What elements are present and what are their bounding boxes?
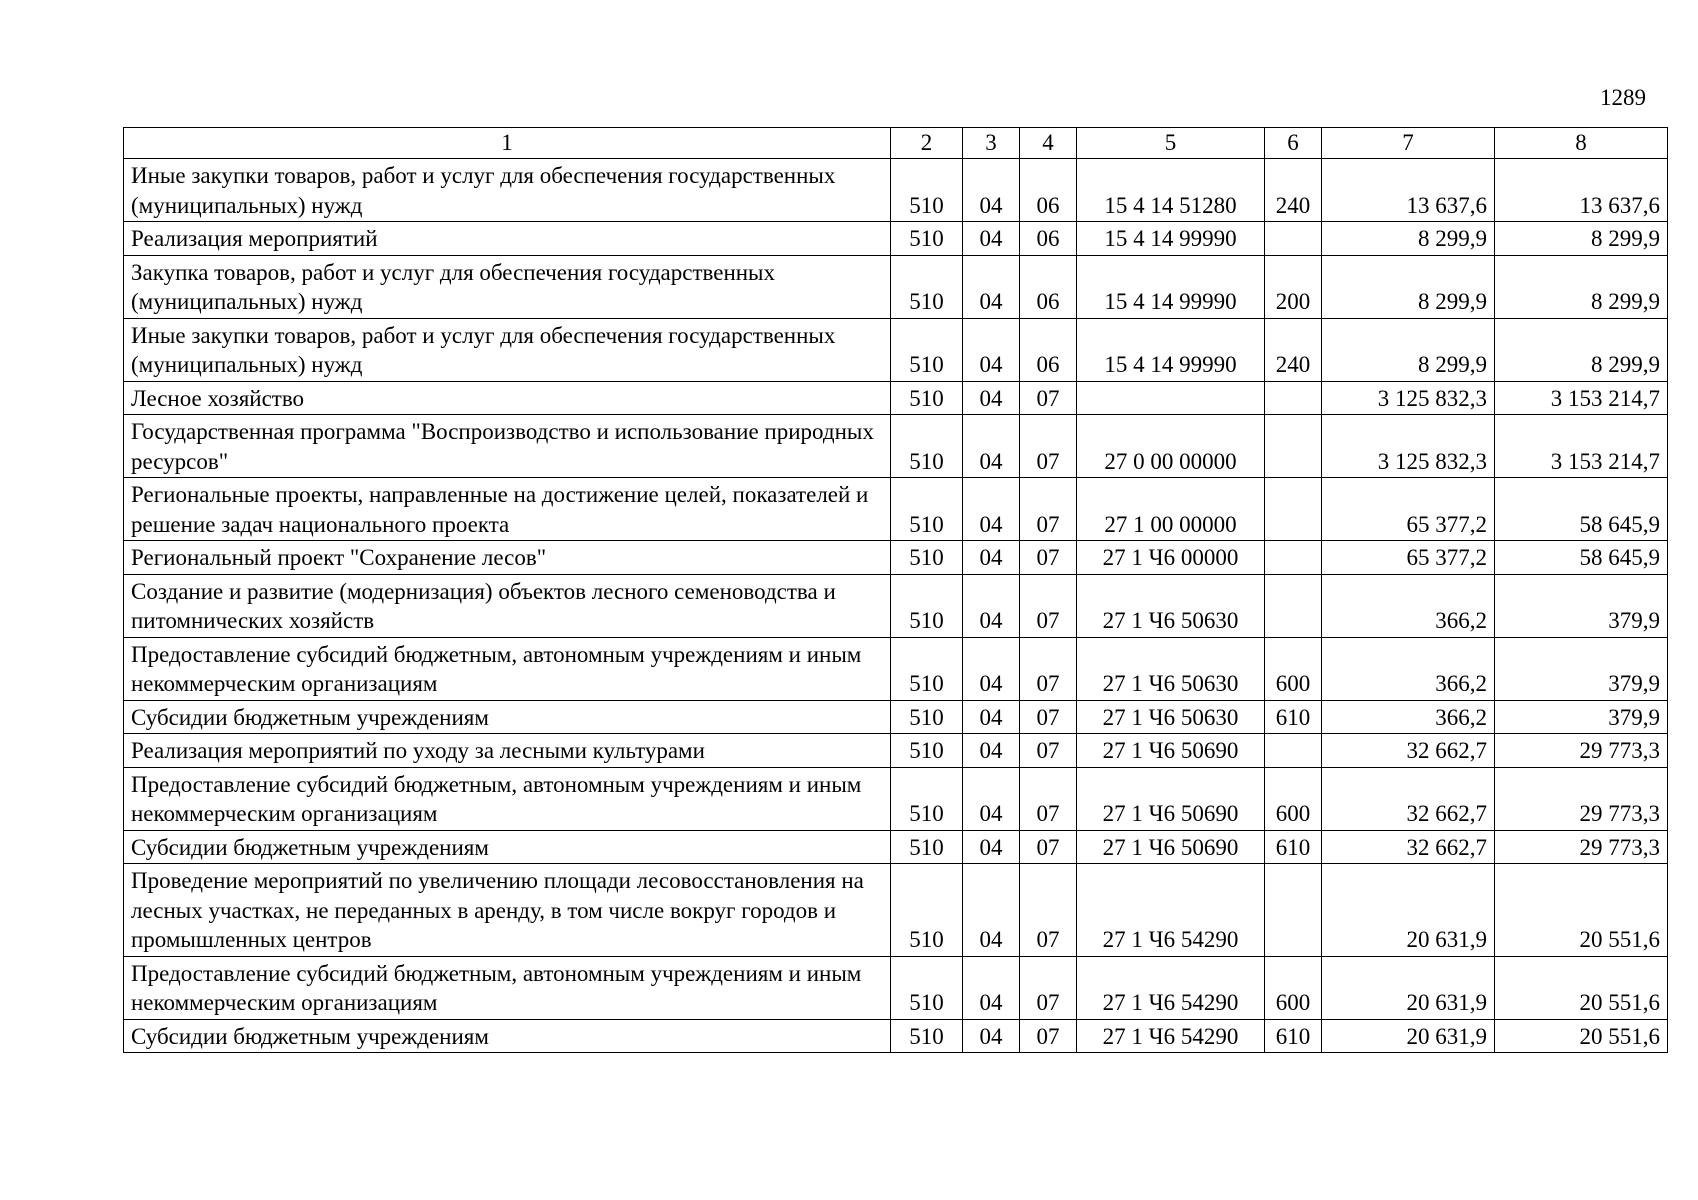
subsection-code: 07 — [1020, 478, 1077, 541]
section-code: 510 — [891, 734, 963, 768]
header-row — [124, 128, 1668, 159]
amount-year-2: 379,9 — [1495, 637, 1668, 700]
chapter-code: 04 — [963, 830, 1020, 864]
table-row — [124, 381, 1668, 415]
column-header: 2 — [891, 128, 963, 159]
section-code: 510 — [891, 159, 963, 222]
amount-year-2: 379,9 — [1495, 700, 1668, 734]
column-header: 1 — [124, 128, 891, 159]
section-code: 510 — [891, 864, 963, 957]
row-description: Предоставление субсидий бюджетным, автономным учреждениям и иным некоммерческим организациям — [124, 956, 891, 1019]
row-description: Субсидии бюджетным учреждениям — [124, 700, 891, 734]
table-row — [124, 700, 1668, 734]
expense-type-code: 240 — [1265, 159, 1322, 222]
amount-year-2: 29 773,3 — [1495, 767, 1668, 830]
amount-year-2: 29 773,3 — [1495, 830, 1668, 864]
table-row — [124, 478, 1668, 541]
row-description: Создание и развитие (модернизация) объектов лесного семеноводства и питомнических хозяйств — [124, 574, 891, 637]
amount-year-1: 8 299,9 — [1322, 318, 1495, 381]
amount-year-1: 366,2 — [1322, 574, 1495, 637]
chapter-code: 04 — [963, 767, 1020, 830]
amount-year-1: 8 299,9 — [1322, 222, 1495, 256]
target-article-code: 27 1 00 00000 — [1077, 478, 1265, 541]
subsection-code: 07 — [1020, 415, 1077, 478]
subsection-code: 07 — [1020, 541, 1077, 575]
section-code: 510 — [891, 637, 963, 700]
amount-year-1: 366,2 — [1322, 700, 1495, 734]
amount-year-1: 32 662,7 — [1322, 767, 1495, 830]
target-article-code: 15 4 14 99990 — [1077, 318, 1265, 381]
expense-type-code: 610 — [1265, 1019, 1322, 1053]
target-article-code: 27 0 00 00000 — [1077, 415, 1265, 478]
amount-year-1: 20 631,9 — [1322, 956, 1495, 1019]
subsection-code: 07 — [1020, 956, 1077, 1019]
chapter-code: 04 — [963, 255, 1020, 318]
chapter-code: 04 — [963, 381, 1020, 415]
expense-type-code — [1265, 734, 1322, 768]
expense-type-code: 610 — [1265, 700, 1322, 734]
chapter-code: 04 — [963, 734, 1020, 768]
table-row — [124, 956, 1668, 1019]
column-header: 7 — [1322, 128, 1495, 159]
subsection-code: 06 — [1020, 255, 1077, 318]
table-row — [124, 1019, 1668, 1053]
subsection-code: 07 — [1020, 1019, 1077, 1053]
chapter-code: 04 — [963, 574, 1020, 637]
target-article-code: 27 1 Ч6 50690 — [1077, 734, 1265, 768]
chapter-code: 04 — [963, 700, 1020, 734]
expense-type-code — [1265, 415, 1322, 478]
row-description: Предоставление субсидий бюджетным, автономным учреждениям и иным некоммерческим организациям — [124, 637, 891, 700]
target-article-code: 27 1 Ч6 54290 — [1077, 956, 1265, 1019]
section-code: 510 — [891, 318, 963, 381]
amount-year-1: 32 662,7 — [1322, 734, 1495, 768]
subsection-code: 07 — [1020, 864, 1077, 957]
expense-type-code: 240 — [1265, 318, 1322, 381]
section-code: 510 — [891, 767, 963, 830]
target-article-code: 27 1 Ч6 50630 — [1077, 574, 1265, 637]
target-article-code: 27 1 Ч6 50630 — [1077, 637, 1265, 700]
amount-year-2: 8 299,9 — [1495, 222, 1668, 256]
amount-year-2: 8 299,9 — [1495, 318, 1668, 381]
section-code: 510 — [891, 478, 963, 541]
amount-year-2: 3 153 214,7 — [1495, 415, 1668, 478]
expense-type-code — [1265, 541, 1322, 575]
amount-year-2: 8 299,9 — [1495, 255, 1668, 318]
section-code: 510 — [891, 700, 963, 734]
subsection-code: 07 — [1020, 574, 1077, 637]
row-description: Иные закупки товаров, работ и услуг для обеспечения государственных (муниципальных) нужд — [124, 159, 891, 222]
amount-year-1: 20 631,9 — [1322, 1019, 1495, 1053]
section-code: 510 — [891, 381, 963, 415]
amount-year-1: 65 377,2 — [1322, 541, 1495, 575]
table-body — [124, 159, 1668, 1053]
table-row — [124, 318, 1668, 381]
row-description: Закупка товаров, работ и услуг для обеспечения государственных (муниципальных) нужд — [124, 255, 891, 318]
table-row — [124, 864, 1668, 957]
expense-type-code: 200 — [1265, 255, 1322, 318]
row-description: Проведение мероприятий по увеличению площади лесовосстановления на лесных участках, не переданных в аренду, в том числе вокруг городов и промышленных центров — [124, 864, 891, 957]
section-code: 510 — [891, 255, 963, 318]
subsection-code: 07 — [1020, 767, 1077, 830]
target-article-code — [1077, 381, 1265, 415]
amount-year-1: 13 637,6 — [1322, 159, 1495, 222]
subsection-code: 07 — [1020, 381, 1077, 415]
table-header — [124, 128, 1668, 159]
amount-year-1: 20 631,9 — [1322, 864, 1495, 957]
subsection-code: 06 — [1020, 318, 1077, 381]
row-description: Лесное хозяйство — [124, 381, 891, 415]
amount-year-1: 366,2 — [1322, 637, 1495, 700]
expense-type-code — [1265, 864, 1322, 957]
subsection-code: 07 — [1020, 830, 1077, 864]
chapter-code: 04 — [963, 415, 1020, 478]
target-article-code: 15 4 14 99990 — [1077, 222, 1265, 256]
chapter-code: 04 — [963, 222, 1020, 256]
table-row — [124, 255, 1668, 318]
amount-year-1: 3 125 832,3 — [1322, 415, 1495, 478]
chapter-code: 04 — [963, 318, 1020, 381]
subsection-code: 07 — [1020, 700, 1077, 734]
amount-year-2: 20 551,6 — [1495, 864, 1668, 957]
chapter-code: 04 — [963, 637, 1020, 700]
row-description: Иные закупки товаров, работ и услуг для обеспечения государственных (муниципальных) нужд — [124, 318, 891, 381]
amount-year-1: 8 299,9 — [1322, 255, 1495, 318]
target-article-code: 15 4 14 51280 — [1077, 159, 1265, 222]
chapter-code: 04 — [963, 864, 1020, 957]
subsection-code: 07 — [1020, 734, 1077, 768]
table-row — [124, 541, 1668, 575]
target-article-code: 27 1 Ч6 50630 — [1077, 700, 1265, 734]
chapter-code: 04 — [963, 1019, 1020, 1053]
expense-type-code — [1265, 222, 1322, 256]
expense-type-code: 600 — [1265, 767, 1322, 830]
row-description: Предоставление субсидий бюджетным, автономным учреждениям и иным некоммерческим организациям — [124, 767, 891, 830]
expense-type-code — [1265, 381, 1322, 415]
amount-year-1: 3 125 832,3 — [1322, 381, 1495, 415]
table-row — [124, 767, 1668, 830]
section-code: 510 — [891, 222, 963, 256]
table-row — [124, 830, 1668, 864]
row-description: Реализация мероприятий по уходу за лесными культурами — [124, 734, 891, 768]
section-code: 510 — [891, 1019, 963, 1053]
page-number: 1289 — [1600, 85, 1646, 110]
target-article-code: 27 1 Ч6 50690 — [1077, 830, 1265, 864]
row-description: Государственная программа "Воспроизводство и использование природных ресурсов" — [124, 415, 891, 478]
subsection-code: 06 — [1020, 222, 1077, 256]
amount-year-1: 65 377,2 — [1322, 478, 1495, 541]
row-description: Региональный проект "Сохранение лесов" — [124, 541, 891, 575]
expense-type-code: 600 — [1265, 956, 1322, 1019]
expense-type-code: 610 — [1265, 830, 1322, 864]
row-description: Реализация мероприятий — [124, 222, 891, 256]
target-article-code: 27 1 Ч6 54290 — [1077, 1019, 1265, 1053]
chapter-code: 04 — [963, 478, 1020, 541]
column-header: 4 — [1020, 128, 1077, 159]
row-description: Субсидии бюджетным учреждениям — [124, 1019, 891, 1053]
target-article-code: 27 1 Ч6 54290 — [1077, 864, 1265, 957]
chapter-code: 04 — [963, 956, 1020, 1019]
table-row — [124, 574, 1668, 637]
amount-year-1: 32 662,7 — [1322, 830, 1495, 864]
subsection-code: 06 — [1020, 159, 1077, 222]
amount-year-2: 58 645,9 — [1495, 541, 1668, 575]
chapter-code: 04 — [963, 541, 1020, 575]
expense-type-code: 600 — [1265, 637, 1322, 700]
section-code: 510 — [891, 956, 963, 1019]
row-description: Региональные проекты, направленные на достижение целей, показателей и решение задач национального проекта — [124, 478, 891, 541]
amount-year-2: 20 551,6 — [1495, 1019, 1668, 1053]
amount-year-2: 13 637,6 — [1495, 159, 1668, 222]
table-row — [124, 222, 1668, 256]
budget-table — [123, 127, 1668, 1053]
table-row — [124, 734, 1668, 768]
row-description: Субсидии бюджетным учреждениям — [124, 830, 891, 864]
table-row — [124, 415, 1668, 478]
section-code: 510 — [891, 830, 963, 864]
target-article-code: 27 1 Ч6 50690 — [1077, 767, 1265, 830]
amount-year-2: 58 645,9 — [1495, 478, 1668, 541]
target-article-code: 15 4 14 99990 — [1077, 255, 1265, 318]
chapter-code: 04 — [963, 159, 1020, 222]
section-code: 510 — [891, 415, 963, 478]
expense-type-code — [1265, 478, 1322, 541]
column-header: 5 — [1077, 128, 1265, 159]
subsection-code: 07 — [1020, 637, 1077, 700]
expense-type-code — [1265, 574, 1322, 637]
section-code: 510 — [891, 541, 963, 575]
amount-year-2: 29 773,3 — [1495, 734, 1668, 768]
amount-year-2: 3 153 214,7 — [1495, 381, 1668, 415]
amount-year-2: 20 551,6 — [1495, 956, 1668, 1019]
column-header: 8 — [1495, 128, 1668, 159]
table-row — [124, 637, 1668, 700]
column-header: 3 — [963, 128, 1020, 159]
table-row — [124, 159, 1668, 222]
target-article-code: 27 1 Ч6 00000 — [1077, 541, 1265, 575]
section-code: 510 — [891, 574, 963, 637]
column-header: 6 — [1265, 128, 1322, 159]
amount-year-2: 379,9 — [1495, 574, 1668, 637]
